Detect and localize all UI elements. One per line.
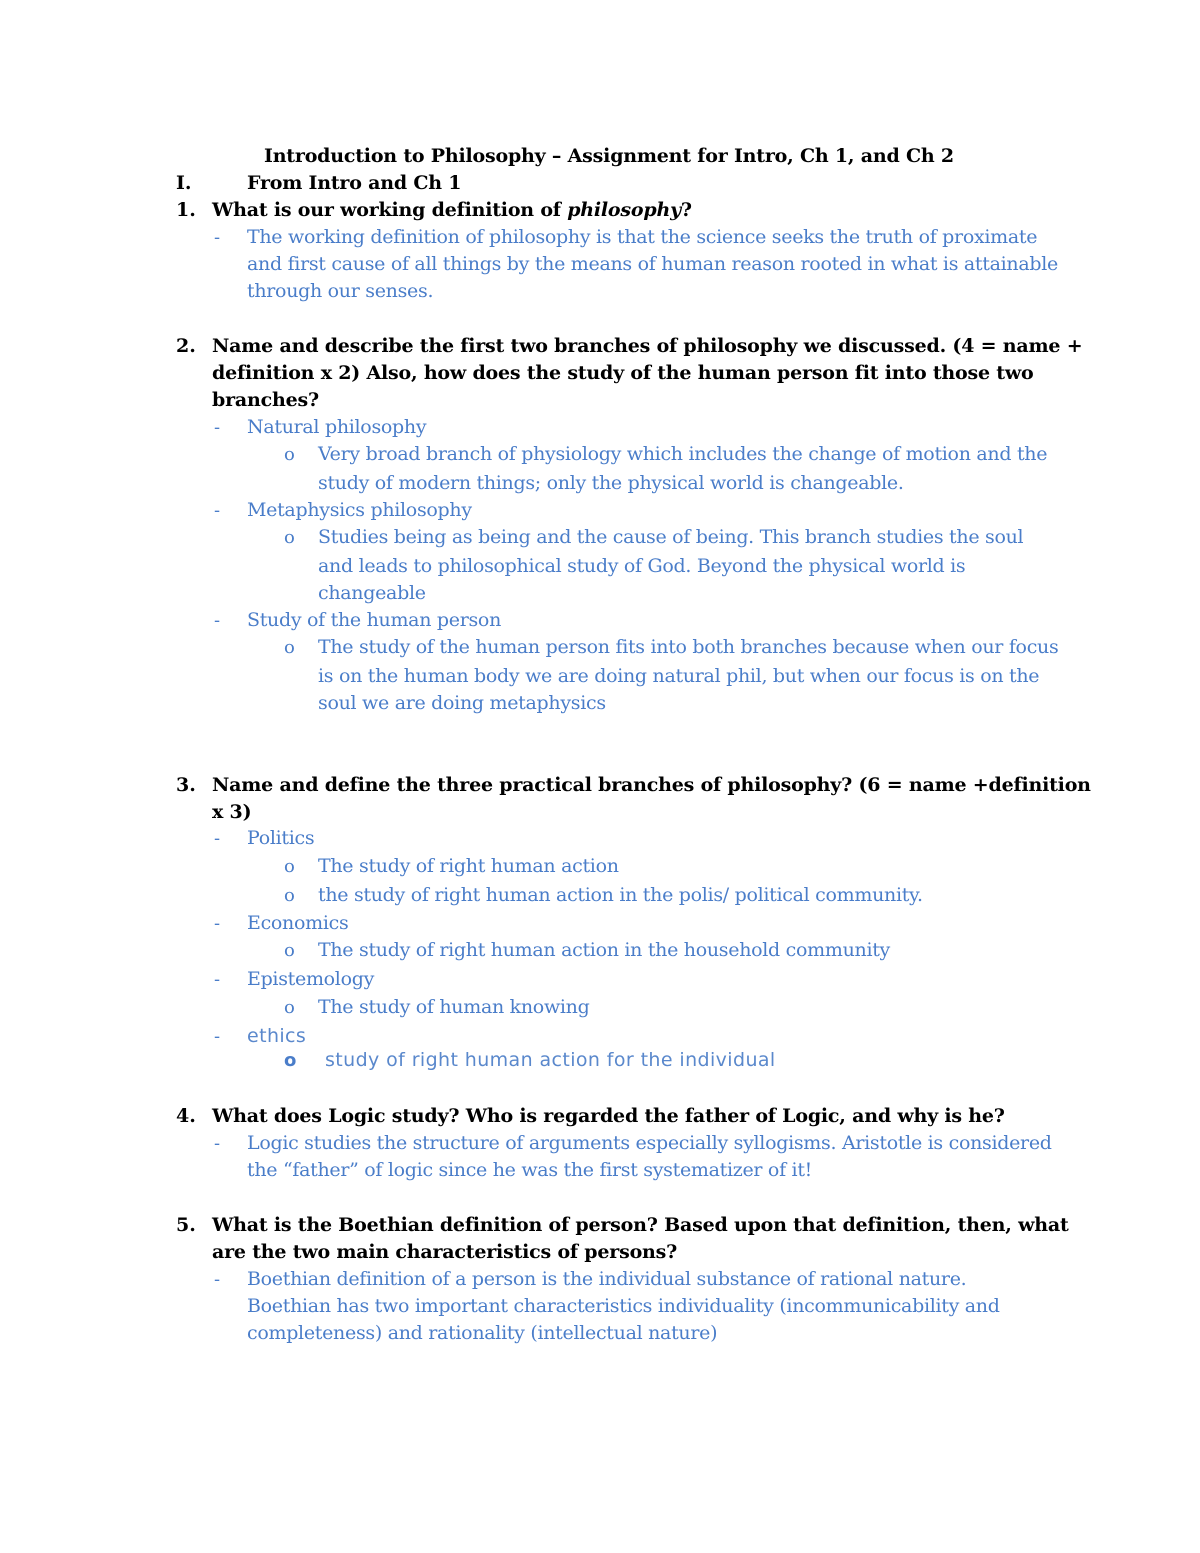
question-line: Name and describe the first two branches of philosophy we discussed. (4 = name + [212,335,1083,357]
bullet-marker: o [284,856,295,877]
answer-line: completeness) and rationality (intellectual nature) [247,1322,718,1344]
question-line: definition x 2) Also, how does the study of the human person fit into those two [212,362,1034,384]
question-1-end: ? [680,199,692,221]
list-item: Study of the human person [247,609,502,631]
sub-item-line: The study of right human action [318,855,619,877]
answer-line: Boethian definition of a person is the individual substance of rational nature. [247,1268,967,1290]
sub-item-line: and leads to philosophical study of God. Beyond the physical world is [318,555,966,577]
question-number: 1. [176,199,196,221]
question-1-text: What is our working definition of [212,199,568,221]
bullet-marker: o [284,940,295,961]
bullet-marker: o [284,1050,297,1071]
sub-item-line: The study of human knowing [318,996,590,1018]
answer-line: Logic studies the structure of arguments especially syllogisms. Aristotle is considered [247,1132,1052,1154]
question-line: What is the Boethian definition of person? Based upon that definition, then, what [212,1214,1069,1236]
dash-marker: - [214,1026,221,1047]
dash-marker: - [214,610,221,631]
answer-line: the “father” of logic since he was the first systematizer of it! [247,1159,812,1181]
bullet-marker: o [284,444,295,465]
sub-item-line: The study of the human person fits into both branches because when our focus [318,636,1059,658]
question-line: Name and define the three practical branches of philosophy? (6 = name +definition [212,774,1091,796]
document-title: Introduction to Philosophy – Assignment for Intro, Ch 1, and Ch 2 [264,145,954,167]
list-item: Metaphysics philosophy [247,499,472,521]
question-line: x 3) [212,801,252,823]
dash-marker: - [214,227,221,248]
question-number: 2. [176,335,196,357]
dash-marker: - [214,1133,221,1154]
list-item: Politics [247,827,315,849]
answer-line: The working definition of philosophy is that the science seeks the truth of proximate [247,226,1038,248]
question-1 [212,197,692,224]
sub-item-line: Studies being as being and the cause of being. This branch studies the soul [318,526,1024,548]
sub-item-line: The study of right human action in the household community [318,939,890,961]
section-numeral: I. [176,172,192,194]
question-line: What does Logic study? Who is regarded the father of Logic, and why is he? [212,1105,1005,1127]
dash-marker: - [214,500,221,521]
list-item: Natural philosophy [247,416,427,438]
sub-item-line: Very broad branch of physiology which includes the change of motion and the [318,443,1048,465]
answer-line: and first cause of all things by the means of human reason rooted in what is attainable [247,253,1058,275]
question-number: 3. [176,774,196,796]
dash-marker: - [214,828,221,849]
answer-line: through our senses. [247,280,434,302]
bullet-marker: o [284,637,295,658]
question-line: branches? [212,389,319,411]
dash-marker: - [214,1269,221,1290]
sub-item-line: is on the human body we are doing natural phil, but when our focus is on the [318,665,1040,687]
dash-marker: - [214,969,221,990]
question-number: 4. [176,1105,196,1127]
question-line: are the two main characteristics of persons? [212,1241,678,1263]
sub-item-line: study of right human action for the individual [325,1049,776,1071]
dash-marker: - [214,417,221,438]
question-number: 5. [176,1214,196,1236]
dash-marker: - [214,913,221,934]
question-1-italic: philosophy [567,199,681,221]
list-item: Epistemology [247,968,375,990]
list-item: Economics [247,912,349,934]
bullet-marker: o [284,527,295,548]
section-heading: From Intro and Ch 1 [247,172,462,194]
sub-item-line: soul we are doing metaphysics [318,692,606,714]
answer-line: Boethian has two important characteristics individuality (incommunicability and [247,1295,1000,1317]
list-item: ethics [247,1025,307,1047]
sub-item-line: changeable [318,582,426,604]
bullet-marker: o [284,997,295,1018]
sub-item-line: study of modern things; only the physical world is changeable. [318,472,904,494]
sub-item-line: the study of right human action in the polis/ political community. [318,884,923,906]
bullet-marker: o [284,885,295,906]
